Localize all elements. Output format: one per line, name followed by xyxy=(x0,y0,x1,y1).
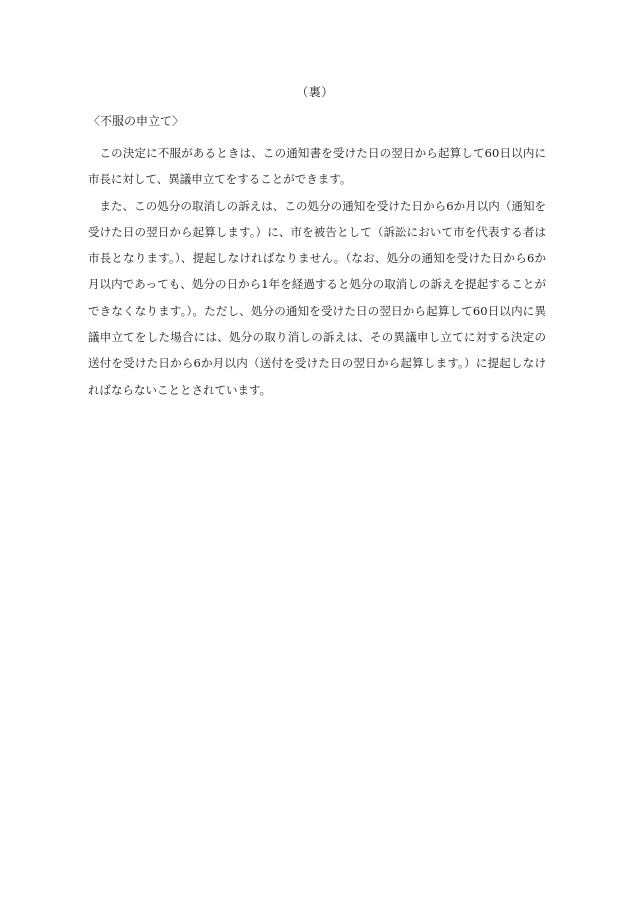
body-text xyxy=(88,140,546,403)
section-heading: 〈不服の申立て〉 xyxy=(88,114,185,128)
paragraph-lawsuit: また、この処分の取消しの訴えは、この処分の通知を受けた日から6か月以内（通知を受けた日の翌日から起算します。）に、市を被告として（訴訟において市を代表する者は市長となります。）、提起しなければなりません。（なお、処分の通知を受けた日から6か月以内であっても、処分の日から1年を経過すると処分の取消しの訴えを提起することができなくなります。）。ただし、処分の通知を受けた日の翌日から起算して60日以内に異議申立てをした場合には、処分の取り消しの訴えは、その異議申し立てに対する決定の送付を受けた日から6か月以内（送付を受けた日の翌日から起算します。）に提起しなければならないこととされています。 xyxy=(88,198,546,397)
paragraph-objection: この決定に不服があるときは、この通知書を受けた日の翌日から起算して60日以内に市長に対して、異議申立てをすることができます。 xyxy=(88,146,546,187)
page-title: （裏） xyxy=(296,85,334,99)
